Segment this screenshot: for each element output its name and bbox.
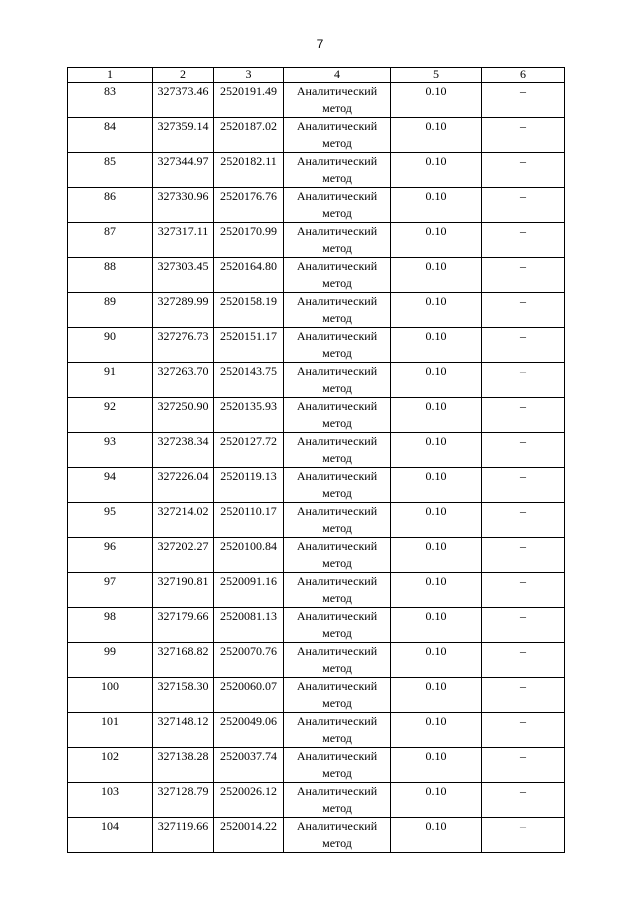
method-text-line: метод (322, 626, 352, 640)
accuracy-cell: 0.10 (391, 258, 482, 293)
y-coordinate-cell: 2520119.13 (214, 468, 284, 503)
point-number-cell: 100 (68, 678, 153, 713)
table-row (68, 678, 565, 713)
x-coordinate-cell: 327317.11 (153, 223, 214, 258)
x-coordinate-cell: 327344.97 (153, 153, 214, 188)
method-text-line: метод (322, 241, 352, 255)
method-text-line: Аналитический (296, 224, 378, 238)
table-row (68, 783, 565, 818)
point-number-cell: 92 (68, 398, 153, 433)
x-coordinate-cell: 327119.66 (153, 818, 214, 853)
method-cell (284, 433, 391, 468)
x-coordinate-cell: 327226.04 (153, 468, 214, 503)
accuracy-cell: 0.10 (391, 433, 482, 468)
method-text-line: Аналитический (296, 504, 378, 518)
point-number-cell: 104 (68, 818, 153, 853)
method-cell (284, 328, 391, 363)
column-header: 2 (153, 68, 214, 83)
method-text-line: Аналитический (296, 329, 378, 343)
note-cell: – (482, 258, 565, 293)
method-cell (284, 573, 391, 608)
point-number-cell: 91 (68, 363, 153, 398)
method-text-line: Аналитический (296, 434, 378, 448)
method-cell (284, 188, 391, 223)
accuracy-cell: 0.10 (391, 538, 482, 573)
method-text-line: метод (322, 206, 352, 220)
y-coordinate-cell: 2520100.84 (214, 538, 284, 573)
method-text-line: Аналитический (296, 399, 378, 413)
method-text-line: метод (322, 381, 352, 395)
note-cell: – (482, 818, 565, 853)
method-text-line: Аналитический (296, 294, 378, 308)
point-number-cell: 86 (68, 188, 153, 223)
point-number-cell: 101 (68, 713, 153, 748)
method-text-line: Аналитический (296, 539, 378, 553)
x-coordinate-cell: 327373.46 (153, 83, 214, 118)
x-coordinate-cell: 327330.96 (153, 188, 214, 223)
point-number-cell: 93 (68, 433, 153, 468)
note-cell: – (482, 573, 565, 608)
column-header: 5 (391, 68, 482, 83)
x-coordinate-cell: 327128.79 (153, 783, 214, 818)
table-row (68, 538, 565, 573)
method-text-line: Аналитический (296, 119, 378, 133)
point-number-cell: 90 (68, 328, 153, 363)
accuracy-cell: 0.10 (391, 678, 482, 713)
note-cell: – (482, 398, 565, 433)
x-coordinate-cell: 327263.70 (153, 363, 214, 398)
note-cell: – (482, 608, 565, 643)
y-coordinate-cell: 2520164.80 (214, 258, 284, 293)
page-number: 7 (316, 37, 324, 51)
accuracy-cell: 0.10 (391, 783, 482, 818)
note-cell: – (482, 643, 565, 678)
x-coordinate-cell: 327276.73 (153, 328, 214, 363)
point-number-cell: 99 (68, 643, 153, 678)
y-coordinate-cell: 2520037.74 (214, 748, 284, 783)
note-cell: – (482, 188, 565, 223)
note-cell: – (482, 503, 565, 538)
method-cell (284, 223, 391, 258)
table-row (68, 188, 565, 223)
accuracy-cell: 0.10 (391, 223, 482, 258)
accuracy-cell: 0.10 (391, 573, 482, 608)
method-text-line: метод (322, 556, 352, 570)
method-cell (284, 713, 391, 748)
method-text-line: Аналитический (296, 784, 378, 798)
table-row (68, 363, 565, 398)
table-row (68, 83, 565, 118)
point-number-cell: 97 (68, 573, 153, 608)
accuracy-cell: 0.10 (391, 363, 482, 398)
y-coordinate-cell: 2520191.49 (214, 83, 284, 118)
method-cell (284, 678, 391, 713)
column-header: 6 (482, 68, 565, 83)
table-row (68, 223, 565, 258)
method-text-line: метод (322, 836, 352, 850)
point-number-cell: 103 (68, 783, 153, 818)
point-number-cell: 102 (68, 748, 153, 783)
y-coordinate-cell: 2520091.16 (214, 573, 284, 608)
note-cell: – (482, 223, 565, 258)
note-cell: – (482, 713, 565, 748)
point-number-cell: 85 (68, 153, 153, 188)
method-text-line: метод (322, 136, 352, 150)
table-row (68, 328, 565, 363)
accuracy-cell: 0.10 (391, 293, 482, 328)
accuracy-cell: 0.10 (391, 153, 482, 188)
method-cell (284, 153, 391, 188)
y-coordinate-cell: 2520081.13 (214, 608, 284, 643)
method-cell (284, 538, 391, 573)
table-row (68, 258, 565, 293)
table-row (68, 293, 565, 328)
table-row (68, 118, 565, 153)
method-cell (284, 398, 391, 433)
accuracy-cell: 0.10 (391, 188, 482, 223)
coordinates-table (67, 67, 565, 853)
accuracy-cell: 0.10 (391, 748, 482, 783)
table-row (68, 468, 565, 503)
method-text-line: метод (322, 766, 352, 780)
point-number-cell: 95 (68, 503, 153, 538)
method-cell (284, 258, 391, 293)
point-number-cell: 96 (68, 538, 153, 573)
method-text-line: Аналитический (296, 749, 378, 763)
point-number-cell: 83 (68, 83, 153, 118)
method-cell (284, 748, 391, 783)
column-header: 4 (284, 68, 391, 83)
note-cell: – (482, 433, 565, 468)
note-cell: – (482, 83, 565, 118)
method-text-line: Аналитический (296, 714, 378, 728)
x-coordinate-cell: 327238.34 (153, 433, 214, 468)
point-number-cell: 98 (68, 608, 153, 643)
method-text-line: метод (322, 521, 352, 535)
method-text-line: Аналитический (296, 364, 378, 378)
x-coordinate-cell: 327168.82 (153, 643, 214, 678)
accuracy-cell: 0.10 (391, 608, 482, 643)
method-text-line: метод (322, 696, 352, 710)
y-coordinate-cell: 2520060.07 (214, 678, 284, 713)
point-number-cell: 94 (68, 468, 153, 503)
method-text-line: метод (322, 451, 352, 465)
y-coordinate-cell: 2520127.72 (214, 433, 284, 468)
table-body (68, 83, 565, 853)
method-text-line: метод (322, 591, 352, 605)
x-coordinate-cell: 327148.12 (153, 713, 214, 748)
y-coordinate-cell: 2520143.75 (214, 363, 284, 398)
method-text-line: Аналитический (296, 609, 378, 623)
accuracy-cell: 0.10 (391, 468, 482, 503)
method-cell (284, 468, 391, 503)
x-coordinate-cell: 327289.99 (153, 293, 214, 328)
x-coordinate-cell: 327250.90 (153, 398, 214, 433)
accuracy-cell: 0.10 (391, 398, 482, 433)
method-text-line: метод (322, 416, 352, 430)
point-number-cell: 87 (68, 223, 153, 258)
method-cell (284, 783, 391, 818)
method-text-line: Аналитический (296, 574, 378, 588)
note-cell: – (482, 293, 565, 328)
method-cell (284, 118, 391, 153)
note-cell: – (482, 783, 565, 818)
method-text-line: метод (322, 171, 352, 185)
table-row (68, 748, 565, 783)
accuracy-cell: 0.10 (391, 328, 482, 363)
accuracy-cell: 0.10 (391, 83, 482, 118)
method-text-line: Аналитический (296, 154, 378, 168)
method-text-line: метод (322, 346, 352, 360)
method-text-line: метод (322, 101, 352, 115)
point-number-cell: 89 (68, 293, 153, 328)
x-coordinate-cell: 327359.14 (153, 118, 214, 153)
y-coordinate-cell: 2520026.12 (214, 783, 284, 818)
column-header: 1 (68, 68, 153, 83)
method-cell (284, 818, 391, 853)
table-row (68, 643, 565, 678)
method-cell (284, 608, 391, 643)
table-row (68, 153, 565, 188)
table-row (68, 433, 565, 468)
method-text-line: Аналитический (296, 644, 378, 658)
y-coordinate-cell: 2520135.93 (214, 398, 284, 433)
x-coordinate-cell: 327158.30 (153, 678, 214, 713)
method-text-line: метод (322, 486, 352, 500)
y-coordinate-cell: 2520110.17 (214, 503, 284, 538)
y-coordinate-cell: 2520176.76 (214, 188, 284, 223)
y-coordinate-cell: 2520014.22 (214, 818, 284, 853)
method-text-line: Аналитический (296, 259, 378, 273)
method-text-line: метод (322, 801, 352, 815)
y-coordinate-cell: 2520070.76 (214, 643, 284, 678)
accuracy-cell: 0.10 (391, 818, 482, 853)
method-cell (284, 363, 391, 398)
column-header: 3 (214, 68, 284, 83)
note-cell: – (482, 748, 565, 783)
table-row (68, 503, 565, 538)
note-cell: – (482, 153, 565, 188)
method-text-line: Аналитический (296, 84, 378, 98)
method-text-line: Аналитический (296, 819, 378, 833)
method-text-line: Аналитический (296, 469, 378, 483)
x-coordinate-cell: 327214.02 (153, 503, 214, 538)
note-cell: – (482, 328, 565, 363)
table-row (68, 573, 565, 608)
y-coordinate-cell: 2520170.99 (214, 223, 284, 258)
accuracy-cell: 0.10 (391, 713, 482, 748)
method-text-line: Аналитический (296, 679, 378, 693)
y-coordinate-cell: 2520187.02 (214, 118, 284, 153)
x-coordinate-cell: 327179.66 (153, 608, 214, 643)
method-text-line: метод (322, 731, 352, 745)
y-coordinate-cell: 2520151.17 (214, 328, 284, 363)
x-coordinate-cell: 327202.27 (153, 538, 214, 573)
note-cell: – (482, 678, 565, 713)
method-cell (284, 643, 391, 678)
method-text-line: метод (322, 661, 352, 675)
point-number-cell: 88 (68, 258, 153, 293)
table-row (68, 713, 565, 748)
note-cell: – (482, 538, 565, 573)
method-text-line: Аналитический (296, 189, 378, 203)
y-coordinate-cell: 2520182.11 (214, 153, 284, 188)
y-coordinate-cell: 2520049.06 (214, 713, 284, 748)
method-cell (284, 503, 391, 538)
note-cell: – (482, 118, 565, 153)
method-text-line: метод (322, 276, 352, 290)
table-row (68, 818, 565, 853)
x-coordinate-cell: 327138.28 (153, 748, 214, 783)
table-row (68, 398, 565, 433)
accuracy-cell: 0.10 (391, 118, 482, 153)
x-coordinate-cell: 327190.81 (153, 573, 214, 608)
method-cell (284, 83, 391, 118)
y-coordinate-cell: 2520158.19 (214, 293, 284, 328)
accuracy-cell: 0.10 (391, 643, 482, 678)
note-cell: – (482, 468, 565, 503)
note-cell: – (482, 363, 565, 398)
method-cell (284, 293, 391, 328)
method-text-line: метод (322, 311, 352, 325)
table-row (68, 608, 565, 643)
accuracy-cell: 0.10 (391, 503, 482, 538)
x-coordinate-cell: 327303.45 (153, 258, 214, 293)
table-header-row (68, 68, 565, 83)
point-number-cell: 84 (68, 118, 153, 153)
